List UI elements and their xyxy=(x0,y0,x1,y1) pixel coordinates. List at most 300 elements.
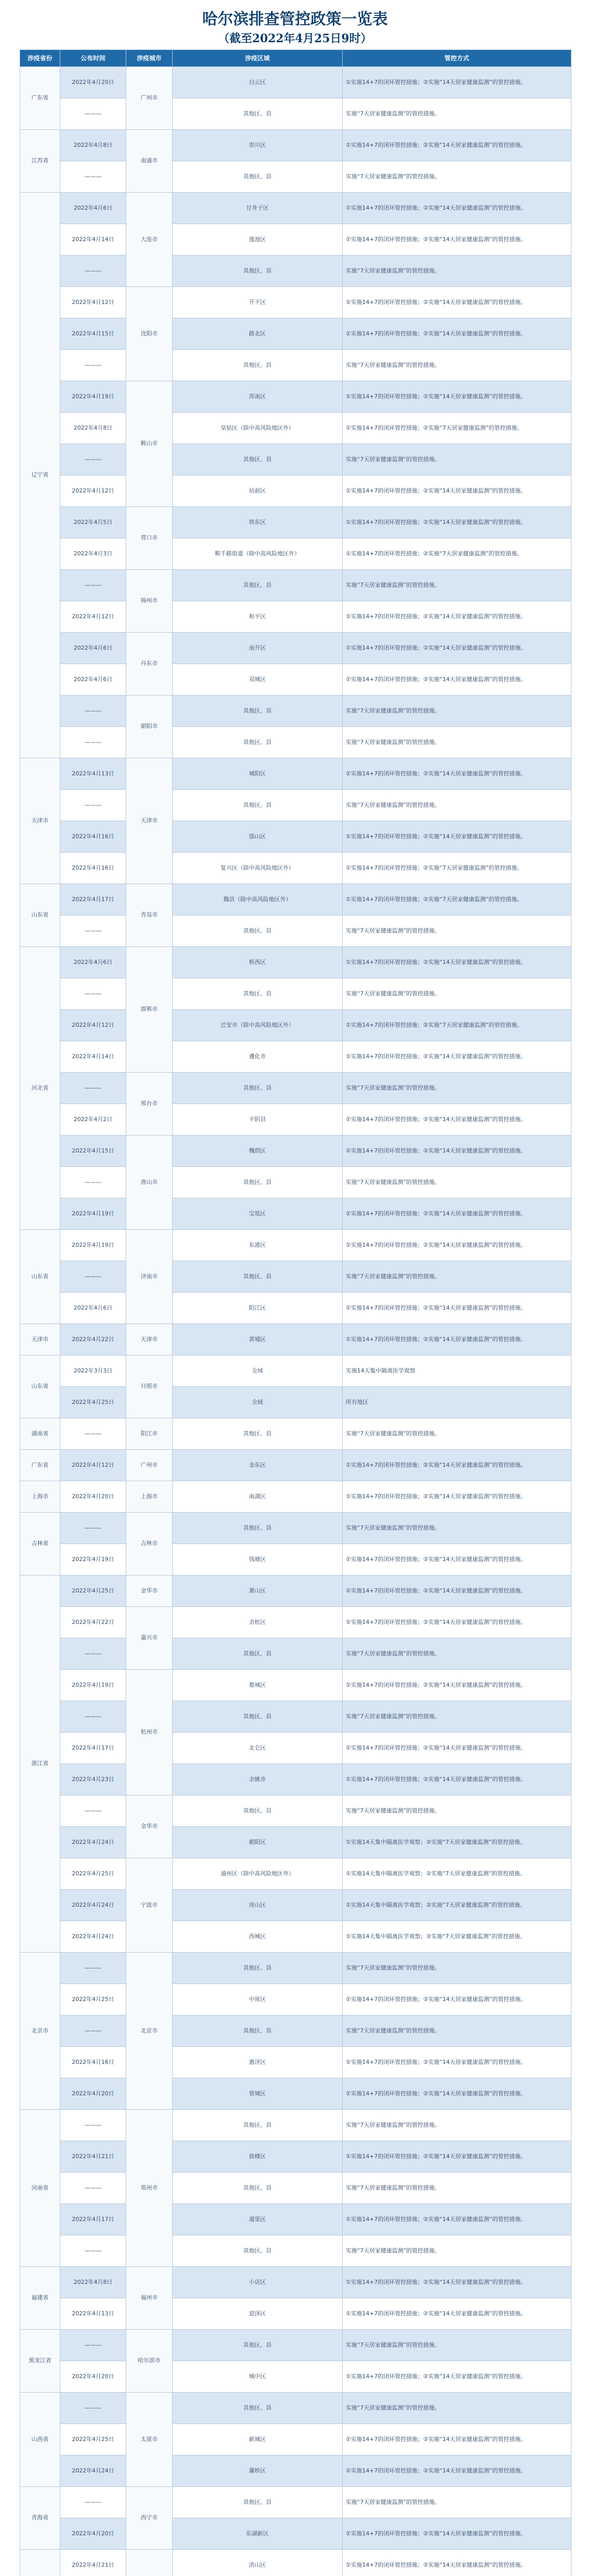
area-cell: 鞍千路街道（除中高风险地区外） xyxy=(173,538,343,570)
date-cell: ——— xyxy=(60,1638,126,1670)
mode-cell: 实施“7天居家健康监测”的管控措施。 xyxy=(343,2330,571,2361)
city-cell: 济南市 xyxy=(126,1230,173,1324)
province-cell: 广东省 xyxy=(20,67,60,130)
area-cell: 钱塘区 xyxy=(173,1544,343,1575)
area-cell: 其他区、县 xyxy=(173,1073,343,1104)
city-cell: 福州市 xyxy=(126,2267,173,2330)
table-row xyxy=(20,790,571,821)
city-cell: 锦州市 xyxy=(126,570,173,633)
date-cell: 2022年4月25日 xyxy=(60,1575,126,1607)
mode-cell: 实施“7天居家健康监测”的管控措施。 xyxy=(343,98,571,130)
mode-cell: 所有地区 xyxy=(343,1387,571,1418)
table-row xyxy=(20,2267,571,2298)
date-cell: 2022年4月14日 xyxy=(60,224,126,256)
table-row xyxy=(20,2298,571,2330)
mode-cell: ①实施14+7的闭环管控措施；②实施“14天居家健康监测”的管控措施。 xyxy=(343,1324,571,1355)
area-cell: 通州区（除中高风险地区外） xyxy=(173,1858,343,1890)
city-cell: 广州市 xyxy=(126,67,173,130)
area-cell: 其他区、县 xyxy=(173,727,343,758)
mode-cell: ①实施14+7的闭环管控措施；②实施“7天居家健康监测”的管控措施。 xyxy=(343,853,571,884)
table-row xyxy=(20,1544,571,1575)
date-cell: ——— xyxy=(60,2015,126,2047)
mode-cell: ①实施14+7的闭环管控措施；②实施“14天居家健康监测”的管控措施。 xyxy=(343,758,571,790)
page-title: 哈尔滨排查管控政策一览表 xyxy=(202,10,388,28)
mode-cell: 实施“7天居家健康监测”的管控措施。 xyxy=(343,1513,571,1544)
date-cell: 2022年4月12日 xyxy=(60,476,126,507)
date-cell: 2022年4月24日 xyxy=(60,1890,126,1921)
mode-cell: ①实施14天集中隔离医学观察；②实施“7天居家健康监测”的管控措施。 xyxy=(343,1827,571,1858)
city-cell: 上海市 xyxy=(126,1481,173,1513)
table-row xyxy=(20,256,571,287)
table-row xyxy=(20,161,571,193)
mode-cell: ①实施14+7的闭环管控措施；②实施“14天居家健康监测”的管控措施。 xyxy=(343,2047,571,2078)
city-cell: 杭州市 xyxy=(126,1670,173,1795)
mode-cell: ①实施14+7的闭环管控措施；②实施“14天居家健康监测”的管控措施。 xyxy=(343,601,571,633)
table-row xyxy=(20,1167,571,1198)
date-cell: ——— xyxy=(60,1073,126,1104)
date-cell: 2022年4月6日 xyxy=(60,947,126,978)
table-row xyxy=(20,287,571,318)
province-cell: 山东省 xyxy=(20,1355,60,1418)
province-cell: 山东省 xyxy=(20,1230,60,1324)
city-cell: 太原市 xyxy=(126,2393,173,2487)
table-row xyxy=(20,381,571,413)
date-cell: 2022年4月21日 xyxy=(60,2550,126,2576)
table-row xyxy=(20,2487,571,2518)
area-cell: 遵化市 xyxy=(173,1041,343,1073)
mode-cell: 实施“7天居家健康监测”的管控措施。 xyxy=(343,1638,571,1670)
city-cell: 鞍山市 xyxy=(126,381,173,507)
mode-cell: ①实施14+7的闭环管控措施；②实施“14天居家健康监测”的管控措施。 xyxy=(343,2518,571,2550)
city-cell: 营口市 xyxy=(126,507,173,570)
date-cell: 2022年4月8日 xyxy=(60,413,126,444)
date-cell: ——— xyxy=(60,350,126,381)
city-cell: 阳江市 xyxy=(126,1418,173,1450)
area-cell: 其他区、县 xyxy=(173,1795,343,1827)
city-cell: 广州市 xyxy=(126,1450,173,1481)
date-cell: 2022年4月15日 xyxy=(60,1136,126,1167)
table-row xyxy=(20,2455,571,2487)
mode-cell: ①实施14+7的闭环管控措施；②实施“14天居家健康监测”的管控措施。 xyxy=(343,193,571,224)
table-row xyxy=(20,476,571,507)
table-row xyxy=(20,884,571,916)
province-cell: 山西省 xyxy=(20,2393,60,2487)
date-cell: ——— xyxy=(60,2110,126,2141)
date-cell: ——— xyxy=(60,2393,126,2424)
header-date: 公布时间 xyxy=(60,50,126,67)
mode-cell: 实施“7天居家健康监测”的管控措施。 xyxy=(343,1261,571,1293)
city-cell: 沈阳市 xyxy=(126,287,173,381)
date-cell: ——— xyxy=(60,696,126,727)
area-cell: 铁东区 xyxy=(173,507,343,538)
city-cell: 丹东市 xyxy=(126,633,173,696)
table-row xyxy=(20,1418,571,1450)
date-cell: 2022年4月8日 xyxy=(60,130,126,161)
province-cell: 浙江省 xyxy=(20,1575,60,1953)
mode-cell: ①实施14+7的闭环管控措施；②实施“14天居家健康监测”的管控措施。 xyxy=(343,2424,571,2455)
table-row xyxy=(20,507,571,538)
mode-cell: ①实施14+7的闭环管控措施；②实施“14天居家健康监测”的管控措施。 xyxy=(343,947,571,978)
area-cell: 灞桥区 xyxy=(173,2455,343,2487)
table-row xyxy=(20,318,571,350)
area-cell: 余姚市 xyxy=(173,1764,343,1795)
area-cell: 管城区 xyxy=(173,2078,343,2110)
mode-cell: ①实施14+7的闭环管控措施；②实施“14天居家健康监测”的管控措施。 xyxy=(343,1575,571,1607)
mode-cell: ①实施14+7的闭环管控措施；②实施“14天居家健康监测”的管控措施。 xyxy=(343,1230,571,1261)
mode-cell: ①实施14+7的闭环管控措施；②实施“7天居家健康监测”的管控措施。 xyxy=(343,884,571,916)
province-cell: 吉林省 xyxy=(20,1513,60,1575)
date-cell: 2022年4月19日 xyxy=(60,1544,126,1575)
area-cell: 新城区 xyxy=(173,2424,343,2455)
table-row xyxy=(20,1795,571,1827)
table-row xyxy=(20,130,571,161)
area-cell: 浑南区 xyxy=(173,381,343,413)
area-cell: 甘井子区 xyxy=(173,193,343,224)
regions-table-body xyxy=(20,67,571,2576)
table-row xyxy=(20,1921,571,1953)
area-cell: 东港区 xyxy=(173,1230,343,1261)
table-row xyxy=(20,444,571,476)
area-cell: 阳江区 xyxy=(173,1293,343,1324)
mode-cell: ①实施14+7的闭环管控措施；②实施“14天居家健康监测”的管控措施。 xyxy=(343,381,571,413)
mode-cell: 实施“7天居家健康监测”的管控措施。 xyxy=(343,1418,571,1450)
table-row xyxy=(20,1387,571,1418)
mode-cell: 实施“7天居家健康监测”的管控措施。 xyxy=(343,2393,571,2424)
table-row xyxy=(20,1073,571,1104)
city-cell: 北京市 xyxy=(126,1953,173,2110)
mode-cell: ①实施14+7的闭环管控措施；②实施“14天居家健康监测”的管控措施。 xyxy=(343,1293,571,1324)
table-row xyxy=(20,1104,571,1136)
page-subtitle: （截至2022年4月25日9时） xyxy=(218,32,372,45)
area-cell: 其他区、县 xyxy=(173,2235,343,2267)
area-cell: 北仑区 xyxy=(173,1733,343,1764)
table-row xyxy=(20,2235,571,2267)
table-row xyxy=(20,1513,571,1544)
mode-cell: ①实施14+7的闭环管控措施；②实施“14天居家健康监测”的管控措施。 xyxy=(343,2455,571,2487)
table-row xyxy=(20,1764,571,1795)
mode-cell: ①实施14+7的闭环管控措施；②实施“14天居家健康监测”的管控措施。 xyxy=(343,130,571,161)
area-cell: 其他区、县 xyxy=(173,1167,343,1198)
area-cell: 开平区 xyxy=(173,287,343,318)
date-cell: 2022年4月12日 xyxy=(60,1010,126,1041)
province-cell: 广东省 xyxy=(20,1450,60,1481)
city-cell: 南通市 xyxy=(126,130,173,193)
date-cell: ——— xyxy=(60,256,126,287)
date-cell: ——— xyxy=(60,1513,126,1544)
table-row xyxy=(20,67,571,98)
area-cell: 莲池区 xyxy=(173,224,343,256)
area-cell: 其他区、县 xyxy=(173,1638,343,1670)
table-row xyxy=(20,2518,571,2550)
date-cell: 2022年4月12日 xyxy=(60,287,126,318)
mode-cell: 实施“7天居家健康监测”的管控措施。 xyxy=(343,2173,571,2204)
city-cell: 邯郸市 xyxy=(126,947,173,1073)
area-cell: 魏县（除中高风险地区外） xyxy=(173,884,343,916)
area-cell: 其他区、县 xyxy=(173,978,343,1010)
table-row xyxy=(20,1575,571,1607)
header-province: 涉疫省份 xyxy=(20,50,60,67)
table-row xyxy=(20,978,571,1010)
mode-cell: ①实施14+7的闭环管控措施；②实施“14天居家健康监测”的管控措施。 xyxy=(343,1733,571,1764)
table-row xyxy=(20,98,571,130)
area-cell: 桥西区 xyxy=(173,947,343,978)
table-row xyxy=(20,2361,571,2393)
city-cell: 天津市 xyxy=(126,758,173,884)
table-row xyxy=(20,727,571,758)
city-cell: 吉林市 xyxy=(126,1513,173,1575)
table-row xyxy=(20,2550,571,2576)
date-cell: 2022年4月19日 xyxy=(60,1670,126,1701)
mode-cell: ①实施14+7的闭环管控措施；②实施“14天居家健康监测”的管控措施。 xyxy=(343,318,571,350)
date-cell: ——— xyxy=(60,978,126,1010)
area-cell: 金东区 xyxy=(173,1450,343,1481)
date-cell: ——— xyxy=(60,727,126,758)
date-cell: ——— xyxy=(60,444,126,476)
mode-cell: ①实施14+7的闭环管控措施；②实施“14天居家健康监测”的管控措施。 xyxy=(343,1670,571,1701)
province-cell: 河北省 xyxy=(20,947,60,1230)
mode-cell: ①实施14+7的闭环管控措施；②实施“14天居家健康监测”的管控措施。 xyxy=(343,821,571,853)
date-cell: 2022年4月12日 xyxy=(60,601,126,633)
mode-cell: ①实施14+7的闭环管控措施；②实施“14天居家健康监测”的管控措施。 xyxy=(343,2550,571,2576)
mode-cell: ①实施14+7的闭环管控措施；②实施“14天居家健康监测”的管控措施。 xyxy=(343,1136,571,1167)
date-cell: 2022年4月14日 xyxy=(60,1041,126,1073)
table-row xyxy=(20,2204,571,2235)
area-cell: 平阴县 xyxy=(173,1104,343,1136)
mode-cell: ①实施14+7的闭环管控措施；②实施“14天居家健康监测”的管控措施。 xyxy=(343,287,571,318)
mode-cell: 实施“7天居家健康监测”的管控措施。 xyxy=(343,2487,571,2518)
city-cell: 哈尔滨市 xyxy=(126,2330,173,2393)
area-cell: 迁安市（除中高风险地区外） xyxy=(173,1010,343,1041)
area-cell: 朝阳区 xyxy=(173,1827,343,1858)
province-cell: 福建省 xyxy=(20,2267,60,2330)
date-cell: ——— xyxy=(60,2173,126,2204)
date-cell: 2022年4月6日 xyxy=(60,664,126,696)
table-row xyxy=(20,2141,571,2173)
table-row xyxy=(20,2015,571,2047)
mode-cell: ①实施14+7的闭环管控措施；②实施“14天居家健康监测”的管控措施。 xyxy=(343,2298,571,2330)
table-row xyxy=(20,1858,571,1890)
area-cell: 其他区、县 xyxy=(173,2393,343,2424)
table-row xyxy=(20,758,571,790)
area-cell: 惠济区 xyxy=(173,2047,343,2078)
city-cell: 日照市 xyxy=(126,1355,173,1418)
date-cell: ——— xyxy=(60,790,126,821)
area-cell: 复兴区（除中高风险地区外） xyxy=(173,853,343,884)
table-row xyxy=(20,853,571,884)
table-row xyxy=(20,1984,571,2015)
area-cell: 南湖区 xyxy=(173,1481,343,1513)
mode-cell: ①实施14+7的闭环管控措施；②实施“14天居家健康监测”的管控措施。 xyxy=(343,2078,571,2110)
date-cell: 2022年4月13日 xyxy=(60,2298,126,2330)
area-cell: 房山区 xyxy=(173,1890,343,1921)
province-cell xyxy=(20,2550,60,2576)
date-cell: 2022年4月2日 xyxy=(60,1104,126,1136)
area-cell: 萧山区 xyxy=(173,1575,343,1607)
area-cell: 崇川区 xyxy=(173,130,343,161)
table-row xyxy=(20,2393,571,2424)
mode-cell: 实施“7天居家健康监测”的管控措施。 xyxy=(343,727,571,758)
area-cell: 南开区 xyxy=(173,633,343,664)
date-cell: 2022年4月22日 xyxy=(60,1324,126,1355)
table-row xyxy=(20,1355,571,1387)
city-cell: 金华市 xyxy=(126,1795,173,1858)
table-row xyxy=(20,2047,571,2078)
area-cell: 全域 xyxy=(173,1387,343,1418)
area-cell: 站前区 xyxy=(173,476,343,507)
table-row xyxy=(20,821,571,853)
table-row xyxy=(20,224,571,256)
date-cell: ——— xyxy=(60,1795,126,1827)
city-cell: 金华市 xyxy=(126,1575,173,1607)
area-cell: 双城区 xyxy=(173,664,343,696)
date-cell: 2022年4月13日 xyxy=(60,758,126,790)
header-city: 涉疫城市 xyxy=(126,50,173,67)
area-cell: 路北区 xyxy=(173,318,343,350)
table-row xyxy=(20,947,571,978)
area-cell: 其他区、县 xyxy=(173,2110,343,2141)
date-cell: ——— xyxy=(60,916,126,947)
date-cell: ——— xyxy=(60,2330,126,2361)
table-row xyxy=(20,413,571,444)
date-cell: 2022年4月24日 xyxy=(60,1827,126,1858)
area-cell: 其他区、县 xyxy=(173,1513,343,1544)
date-cell: ——— xyxy=(60,1261,126,1293)
province-cell: 北京市 xyxy=(20,1953,60,2110)
city-cell: 西宁市 xyxy=(126,2487,173,2550)
table-row xyxy=(20,2424,571,2455)
mode-cell: ①实施14+7的闭环管控措施；②实施“14天居家健康监测”的管控措施。 xyxy=(343,476,571,507)
date-cell: 2022年4月12日 xyxy=(60,1450,126,1481)
date-cell: ——— xyxy=(60,2487,126,2518)
table-row xyxy=(20,1481,571,1513)
mode-cell: 实施“7天居家健康监测”的管控措施。 xyxy=(343,1795,571,1827)
mode-cell: ①实施14+7的闭环管控措施；②实施“14天居家健康监测”的管控措施。 xyxy=(343,1104,571,1136)
date-cell: ——— xyxy=(60,1418,126,1450)
mode-cell: ①实施14+7的闭环管控措施；②实施“14天居家健康监测”的管控措施。 xyxy=(343,1764,571,1795)
date-cell: ——— xyxy=(60,2235,126,2267)
province-cell: 辽宁省 xyxy=(20,193,60,758)
date-cell: 2022年4月20日 xyxy=(60,67,126,98)
date-cell: 2022年4月20日 xyxy=(60,2078,126,2110)
table-row xyxy=(20,916,571,947)
mode-cell: 实施14天集中隔离医学观察 xyxy=(343,1355,571,1387)
area-cell: 宝坻区 xyxy=(173,1198,343,1230)
area-cell: 其他区、县 xyxy=(173,2487,343,2518)
header-mode: 管控方式 xyxy=(343,50,571,67)
mode-cell: 实施“7天居家健康监测”的管控措施。 xyxy=(343,2110,571,2141)
mode-cell: 实施“7天居家健康监测”的管控措施。 xyxy=(343,161,571,193)
mode-cell: 实施“7天居家健康监测”的管控措施。 xyxy=(343,1073,571,1104)
date-cell: 2022年4月25日 xyxy=(60,1984,126,2015)
header-area: 涉疫区域 xyxy=(173,50,343,67)
table-row xyxy=(20,1041,571,1073)
area-cell: 其他区、县 xyxy=(173,916,343,947)
area-cell: 道里区 xyxy=(173,2204,343,2235)
mode-cell: 实施“7天居家健康监测”的管控措施。 xyxy=(343,444,571,476)
date-cell: 2022年4月20日 xyxy=(60,1481,126,1513)
date-cell: 2022年4月22日 xyxy=(60,1607,126,1638)
area-cell: 其他区、县 xyxy=(173,98,343,130)
mode-cell: ①实施14+7的闭环管控措施；②实施“14天居家健康监测”的管控措施。 xyxy=(343,2141,571,2173)
area-cell: 余杭区 xyxy=(173,1607,343,1638)
date-cell: 2022年4月20日 xyxy=(60,2518,126,2550)
area-cell: 西城区 xyxy=(173,1921,343,1953)
date-cell: 2022年4月19日 xyxy=(60,381,126,413)
area-cell: 邯山区 xyxy=(173,821,343,853)
mode-cell: ①实施14+7的闭环管控措施；②实施“14天居家健康监测”的管控措施。 xyxy=(343,1544,571,1575)
area-cell: 和平区 xyxy=(173,601,343,633)
mode-cell: ①实施14+7的闭环管控措施；②实施“14天居家健康监测”的管控措施。 xyxy=(343,507,571,538)
date-cell: ——— xyxy=(60,1701,126,1733)
area-cell: 其他区、县 xyxy=(173,696,343,727)
table-row xyxy=(20,601,571,633)
city-cell: 邢台市 xyxy=(126,1073,173,1136)
area-cell: 其他区、县 xyxy=(173,2330,343,2361)
province-cell: 河南省 xyxy=(20,2110,60,2267)
province-cell: 上海市 xyxy=(20,1481,60,1513)
table-row xyxy=(20,1638,571,1670)
mode-cell: ①实施14+7的闭环管控措施；②实施“14天居家健康监测”的管控措施。 xyxy=(343,224,571,256)
date-cell: 2022年4月16日 xyxy=(60,2047,126,2078)
province-cell: 天津市 xyxy=(20,758,60,884)
city-cell: 天津市 xyxy=(126,1324,173,1355)
table-row xyxy=(20,1261,571,1293)
table-row xyxy=(20,1953,571,1984)
mode-cell: 实施“7天居家健康监测”的管控措施。 xyxy=(343,1167,571,1198)
province-cell: 湖南省 xyxy=(20,1418,60,1450)
table-row xyxy=(20,1324,571,1355)
table-row xyxy=(20,2173,571,2204)
table-row xyxy=(20,1198,571,1230)
area-cell: 其他区、县 xyxy=(173,2015,343,2047)
mode-cell: ①实施14+7的闭环管控措施；②实施“14天居家健康监测”的管控措施。 xyxy=(343,633,571,664)
date-cell: ——— xyxy=(60,98,126,130)
date-cell: 2022年4月15日 xyxy=(60,318,126,350)
mode-cell: 实施“7天居家健康监测”的管控措施。 xyxy=(343,256,571,287)
area-cell: 其他区、县 xyxy=(173,570,343,601)
area-cell: 槐荫区 xyxy=(173,1136,343,1167)
date-cell: 2022年4月23日 xyxy=(60,1764,126,1795)
date-cell: ——— xyxy=(60,570,126,601)
mode-cell: 实施“7天居家健康监测”的管控措施。 xyxy=(343,978,571,1010)
table-row xyxy=(20,1450,571,1481)
table-row xyxy=(20,664,571,696)
mode-cell: ①实施14+7的闭环管控措施；②实施“14天居家健康监测”的管控措施。 xyxy=(343,664,571,696)
city-cell: 宁波市 xyxy=(126,1858,173,1953)
area-cell: 其他区、县 xyxy=(173,1418,343,1450)
mode-cell: ①实施14+7的闭环管控措施；②实施“14天居家健康监测”的管控措施。 xyxy=(343,2204,571,2235)
province-cell: 青海省 xyxy=(20,2487,60,2550)
date-cell: 2022年4月24日 xyxy=(60,2455,126,2487)
date-cell: 2022年4月6日 xyxy=(60,193,126,224)
table-row xyxy=(20,193,571,224)
city-cell: 郑州市 xyxy=(126,2110,173,2267)
mode-cell: 实施“7天居家健康监测”的管控措施。 xyxy=(343,1953,571,1984)
mode-cell: ①实施14天集中隔离医学观察；②实施“7天居家健康监测”的管控措施。 xyxy=(343,1921,571,1953)
table-row xyxy=(20,1670,571,1701)
date-cell: 2022年4月25日 xyxy=(60,1387,126,1418)
area-cell: 迎泽区 xyxy=(173,2298,343,2330)
area-cell: 皇姑区（除中高风险地区外） xyxy=(173,413,343,444)
table-row xyxy=(20,2110,571,2141)
regions-table xyxy=(20,49,571,2576)
province-cell: 山东省 xyxy=(20,884,60,947)
mode-cell: ①实施14+7的闭环管控措施；②实施“7天居家健康监测”的管控措施。 xyxy=(343,1010,571,1041)
mode-cell: ①实施14+7的闭环管控措施；②实施“14天居家健康监测”的管控措施。 xyxy=(343,1041,571,1073)
table-row xyxy=(20,1701,571,1733)
province-cell: 江苏省 xyxy=(20,130,60,193)
mode-cell: ①实施14+7的闭环管控措施；②实施“14天居家健康监测”的管控措施。 xyxy=(343,1984,571,2015)
